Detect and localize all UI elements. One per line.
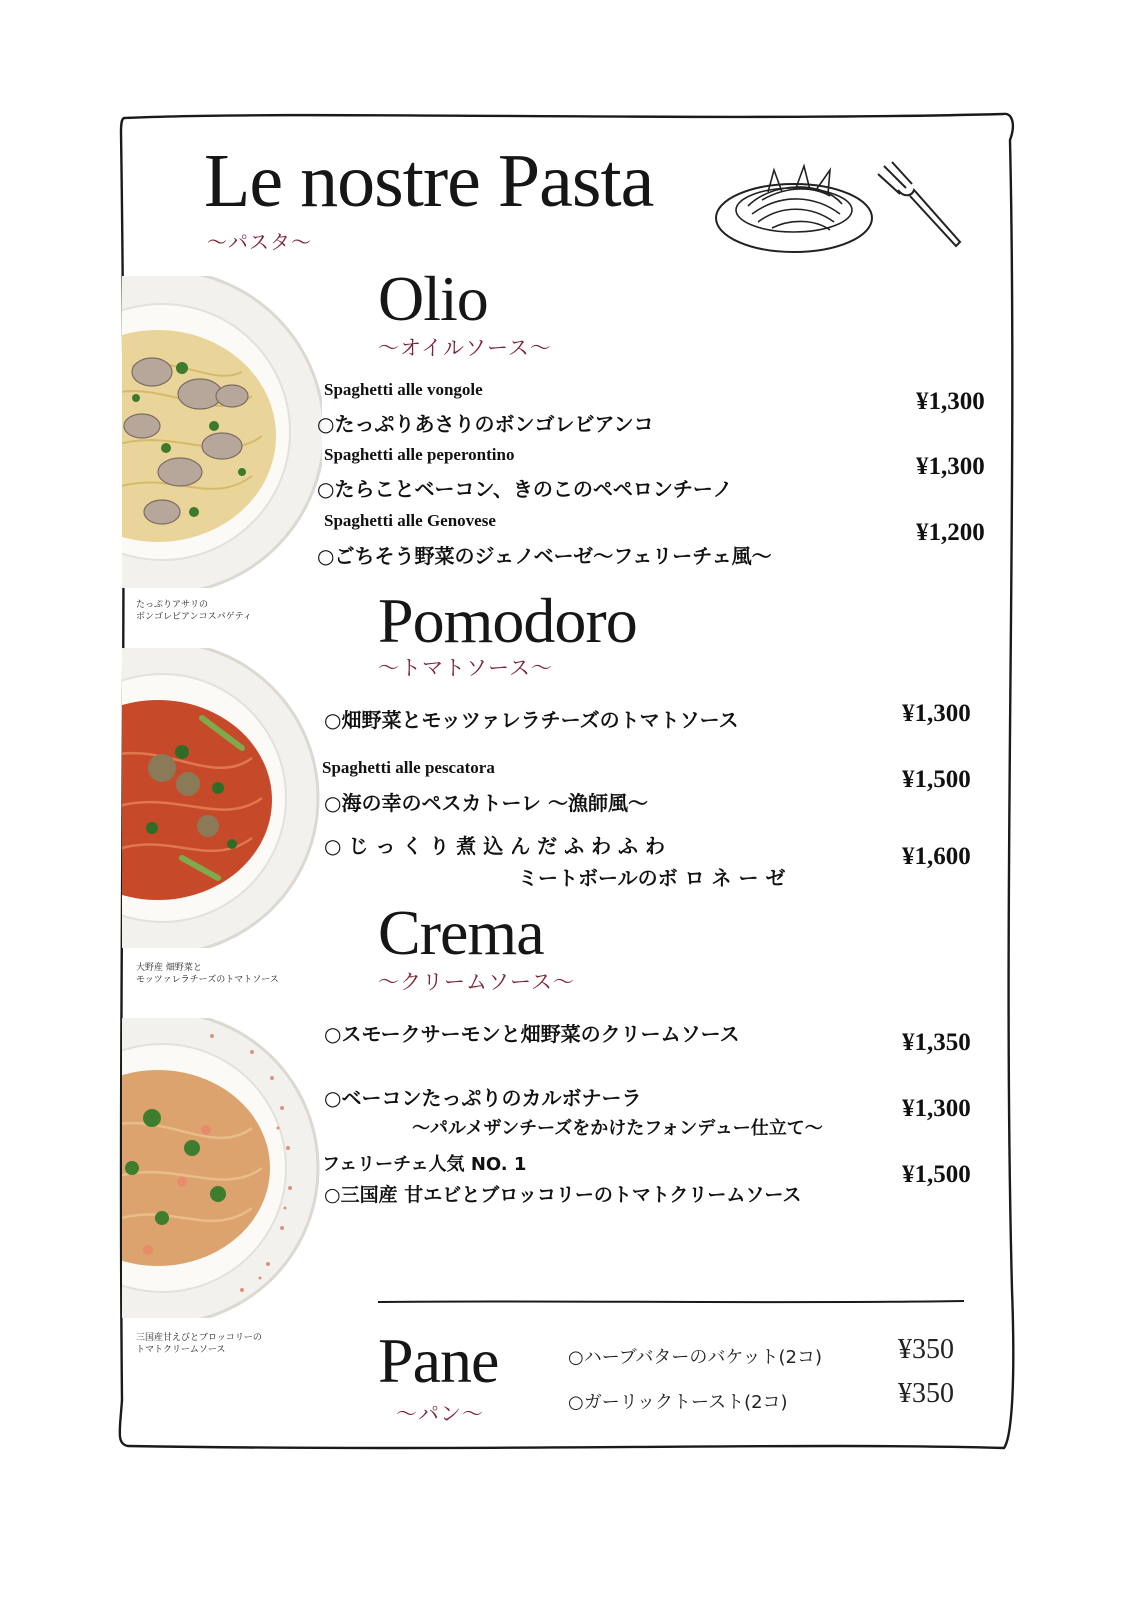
pomodoro-item-3-jp: ○ じ っ く り 煮 込 ん だ ふ わ ふ わ bbox=[324, 834, 666, 858]
pane-title: Pane bbox=[378, 1325, 499, 1396]
page-subtitle: 〜パスタ〜 bbox=[207, 230, 312, 254]
olio-item-1-en: Spaghetti alle vongole bbox=[324, 380, 483, 399]
fork-icon bbox=[876, 160, 966, 250]
olio-item-3-en: Spaghetti alle Genovese bbox=[324, 511, 496, 530]
olio-photo-caption: たっぷりアサリの ボンゴレビアンコスパゲティ bbox=[136, 600, 252, 622]
pomodoro-item-3-price: ¥1,600 bbox=[902, 843, 971, 870]
olio-subtitle: 〜オイルソース〜 bbox=[378, 336, 552, 360]
pomodoro-item-3-jp-line2: ミートボールのボ ロ ネ ー ゼ bbox=[518, 866, 786, 890]
olio-item-3-jp: ○ごちそう野菜のジェノベーゼ〜フェリーチェ風〜 bbox=[317, 544, 772, 568]
section-divider bbox=[376, 1298, 966, 1306]
pomodoro-dish-photo bbox=[122, 648, 322, 948]
crema-photo-caption: 三国産甘えびとブロッコリーの トマトクリームソース bbox=[136, 1333, 262, 1355]
crema-subtitle: 〜クリームソース〜 bbox=[378, 970, 575, 994]
pomodoro-subtitle: 〜トマトソース〜 bbox=[378, 656, 553, 680]
olio-item-2-price: ¥1,300 bbox=[916, 453, 985, 480]
pane-item-2-name: ○ガーリックトースト(2コ) bbox=[568, 1392, 788, 1413]
crema-item-3-jp: ○三国産 甘エビとブロッコリーのトマトクリームソース bbox=[324, 1184, 802, 1206]
olio-item-3-price: ¥1,200 bbox=[916, 519, 985, 546]
crema-item-2-jp: ○ベーコンたっぷりのカルボナーラ bbox=[324, 1086, 642, 1110]
crema-item-3-price: ¥1,500 bbox=[902, 1161, 971, 1188]
crema-dish-photo bbox=[122, 1018, 322, 1318]
olio-item-2-en: Spaghetti alle peperontino bbox=[324, 445, 515, 464]
olio-item-2-jp: ○たらことベーコン、きのこのペペロンチーノ bbox=[317, 477, 733, 501]
pomodoro-item-2-jp: ○海の幸のペスカトーレ 〜漁師風〜 bbox=[324, 791, 649, 815]
pane-item-1-name: ○ハーブバターのバケット(2コ) bbox=[568, 1347, 822, 1368]
pane-subtitle: 〜パン〜 bbox=[396, 1402, 484, 1426]
crema-item-2-price: ¥1,300 bbox=[902, 1095, 971, 1122]
page-title: Le nostre Pasta bbox=[204, 139, 654, 223]
pasta-plate-icon bbox=[712, 152, 882, 262]
olio-dish-photo bbox=[122, 276, 322, 588]
crema-item-1-jp: ○スモークサーモンと畑野菜のクリームソース bbox=[324, 1022, 740, 1046]
pomodoro-item-1-price: ¥1,300 bbox=[902, 700, 971, 727]
pomodoro-item-1-jp: ○畑野菜とモッツァレラチーズのトマトソース bbox=[324, 708, 739, 732]
crema-item-2-jp-line2: 〜パルメザンチーズをかけたフォンデュー仕立て〜 bbox=[412, 1118, 823, 1139]
pomodoro-photo-caption: 大野産 畑野菜と モッツァレラチーズのトマトソース bbox=[136, 963, 279, 985]
crema-item-1-price: ¥1,350 bbox=[902, 1029, 971, 1056]
olio-item-1-price: ¥1,300 bbox=[916, 388, 985, 415]
olio-title: Olio bbox=[378, 263, 488, 334]
pane-item-1-price: ¥350 bbox=[898, 1334, 954, 1365]
crema-item-3-note: フェリーチェ人気 NO. 1 bbox=[322, 1154, 527, 1175]
crema-title: Crema bbox=[378, 897, 544, 968]
pomodoro-item-2-price: ¥1,500 bbox=[902, 766, 971, 793]
pomodoro-title: Pomodoro bbox=[378, 585, 637, 656]
pane-item-2-price: ¥350 bbox=[898, 1378, 954, 1409]
pomodoro-item-2-en: Spaghetti alle pescatora bbox=[322, 758, 495, 777]
olio-item-1-jp: ○たっぷりあさりのボンゴレビアンコ bbox=[317, 412, 654, 436]
